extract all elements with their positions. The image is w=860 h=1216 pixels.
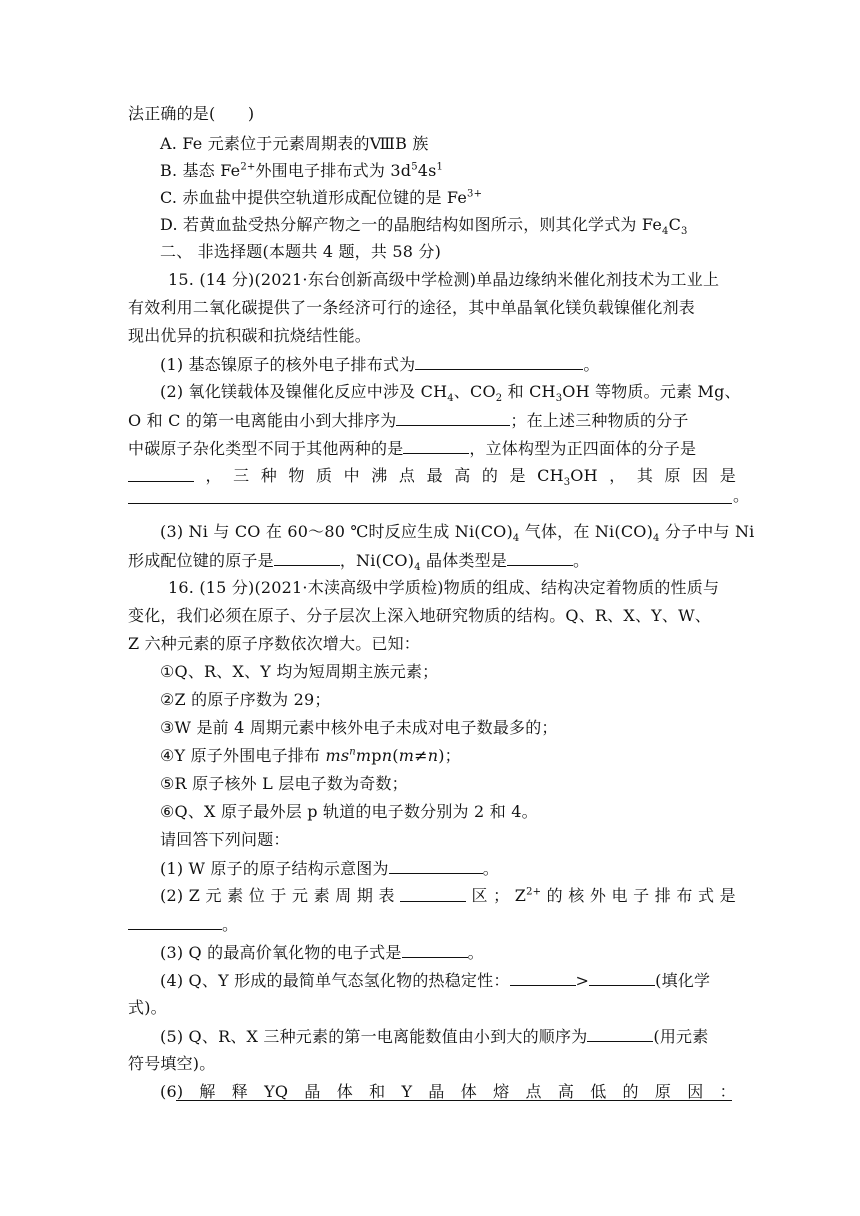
- answer-blank[interactable]: [396, 410, 510, 426]
- condition-1: ①Q、R、X、Y 均为短周期主族元素；: [160, 662, 439, 681]
- q16-stem-line-2: 变化，我们必须在原子、分子层次上深入地研究物质的结构。Q、R、X、Y、W、: [128, 606, 711, 625]
- answer-blank[interactable]: [589, 970, 655, 986]
- q16-part-4-line-1: (4) Q、Y 形成的最简单气态氢化物的热稳定性： > (填化学: [160, 971, 711, 990]
- answer-prompt: 请回答下列问题：: [160, 830, 290, 849]
- q15-part-2-line-4: ， 三 种 物 质 中 沸 点 最 高 的 是 $CH_3OH$ ， 其 原 因 是: [128, 466, 736, 486]
- option-c: C. 赤血盐中提供空轨道形成配位键的是 $Fe^{3+}$: [160, 188, 483, 207]
- option-d: D. 若黄血盐受热分解产物之一的晶胞结构如图所示，则其化学式为 $Fe_4C_3$: [160, 215, 688, 238]
- condition-3: ③W 是前 4 周期元素中核外电子未成对电子数最多的；: [160, 718, 558, 737]
- condition-6: ⑥Q、X 原子最外层 p 轨道的电子数分别为 2 和 4。: [160, 802, 538, 821]
- q15-part-3-line-1: (3) Ni 与 CO 在 60～80 ℃时反应生成 $Ni(CO)_4$ 气体，在 $Ni(CO)_4$ 分子中与 Ni: [160, 522, 755, 545]
- answer-blank[interactable]: [415, 354, 583, 370]
- answer-blank[interactable]: [400, 886, 466, 902]
- answer-line[interactable]: [128, 503, 732, 504]
- answer-blank[interactable]: [403, 438, 469, 454]
- option-b: B. 基态 $Fe^{2+}$外围电子排布式为 $3d^54s^1$: [160, 161, 444, 180]
- q16-part-5-line-1: (5) Q、R、X 三种元素的第一电离能数值由小到大的顺序为 (用元素: [160, 1027, 709, 1046]
- q15-part-2-line-3: 中碳原子杂化类型不同于其他两种的是 ，立体构型为正四面体的分子是: [128, 439, 697, 458]
- answer-blank[interactable]: [587, 1026, 653, 1042]
- answer-blank[interactable]: [128, 914, 222, 930]
- period-mark: 。: [733, 486, 750, 505]
- condition-5: ⑤R 原子核外 L 层电子数为奇数；: [160, 774, 408, 793]
- q15-stem-line-3: 现出优异的抗积碳和抗烧结性能。: [128, 326, 372, 345]
- q16-part-6: (6) 解 释 YQ 晶 体 和 Y 晶 体 熔 点 高 低 的 原 因 ：: [160, 1082, 736, 1101]
- q16-stem-line-1: 16. (15 分)(2021·木渎高级中学质检)物质的组成、结构决定着物质的性质与: [168, 578, 720, 597]
- answer-blank[interactable]: [128, 466, 194, 482]
- q15-stem-line-2: 有效利用二氧化碳提供了一条经济可行的途径，其中单晶氧化镁负载镍催化剂表: [128, 298, 696, 317]
- answer-blank[interactable]: [402, 942, 468, 958]
- q16-part-2-line-1: (2) Z 元 素 位 于 元 素 周 期 表 区 ； $Z^{2+}$ 的 核 外 电 子 排 布 式 是: [160, 886, 736, 905]
- q16-part-2-line-2: 。: [128, 914, 736, 935]
- q16-stem-line-3: Z 六种元素的原子序数依次增大。已知：: [128, 634, 421, 653]
- q15-part-1: (1) 基态镍原子的核外电子排布式为 。: [160, 355, 600, 374]
- answer-blank[interactable]: [507, 550, 573, 566]
- answer-blank[interactable]: [389, 858, 483, 874]
- q15-part-2-line-1: (2) 氧化镁载体及镍催化反应中涉及 $CH_4$、$CO_2$ 和 $CH_3OH$ 等物质。元素 Mg、: [160, 382, 741, 405]
- q16-part-5-line-2: 符号填空)。: [128, 1054, 216, 1073]
- q16-part-1: (1) W 原子的原子结构示意图为 。: [160, 859, 499, 878]
- q16-part-4-line-2: 式)。: [128, 998, 167, 1017]
- answer-line[interactable]: [176, 1100, 732, 1101]
- q15-part-3-line-2: 形成配位键的原子是 ，$Ni(CO)_4$ 晶体类型是 。: [128, 551, 590, 574]
- section-heading-nonchoice: 二、 非选择题(本题共 4 题，共 58 分): [160, 242, 442, 261]
- q16-part-3: (3) Q 的最高价氧化物的电子式是 。: [160, 943, 484, 962]
- q15-stem-line-1: 15. (14 分)(2021·东台创新高级中学检测)单晶边缘纳米催化剂技术为工业上: [168, 270, 720, 289]
- option-a: A. Fe 元素位于元素周期表的ⅧB 族: [160, 134, 429, 153]
- q15-part-2-line-2: O 和 C 的第一电离能由小到大排序为 ；在上述三种物质的分子: [128, 411, 689, 430]
- answer-blank[interactable]: [510, 970, 576, 986]
- condition-2: ②Z 的原子序数为 29；: [160, 690, 331, 709]
- condition-4: ④Y 原子外围电子排布 $ms^nmpn(m\ne n)$；: [160, 746, 461, 765]
- answer-blank[interactable]: [274, 550, 340, 566]
- question-14-tail: 法正确的是( ): [128, 104, 255, 123]
